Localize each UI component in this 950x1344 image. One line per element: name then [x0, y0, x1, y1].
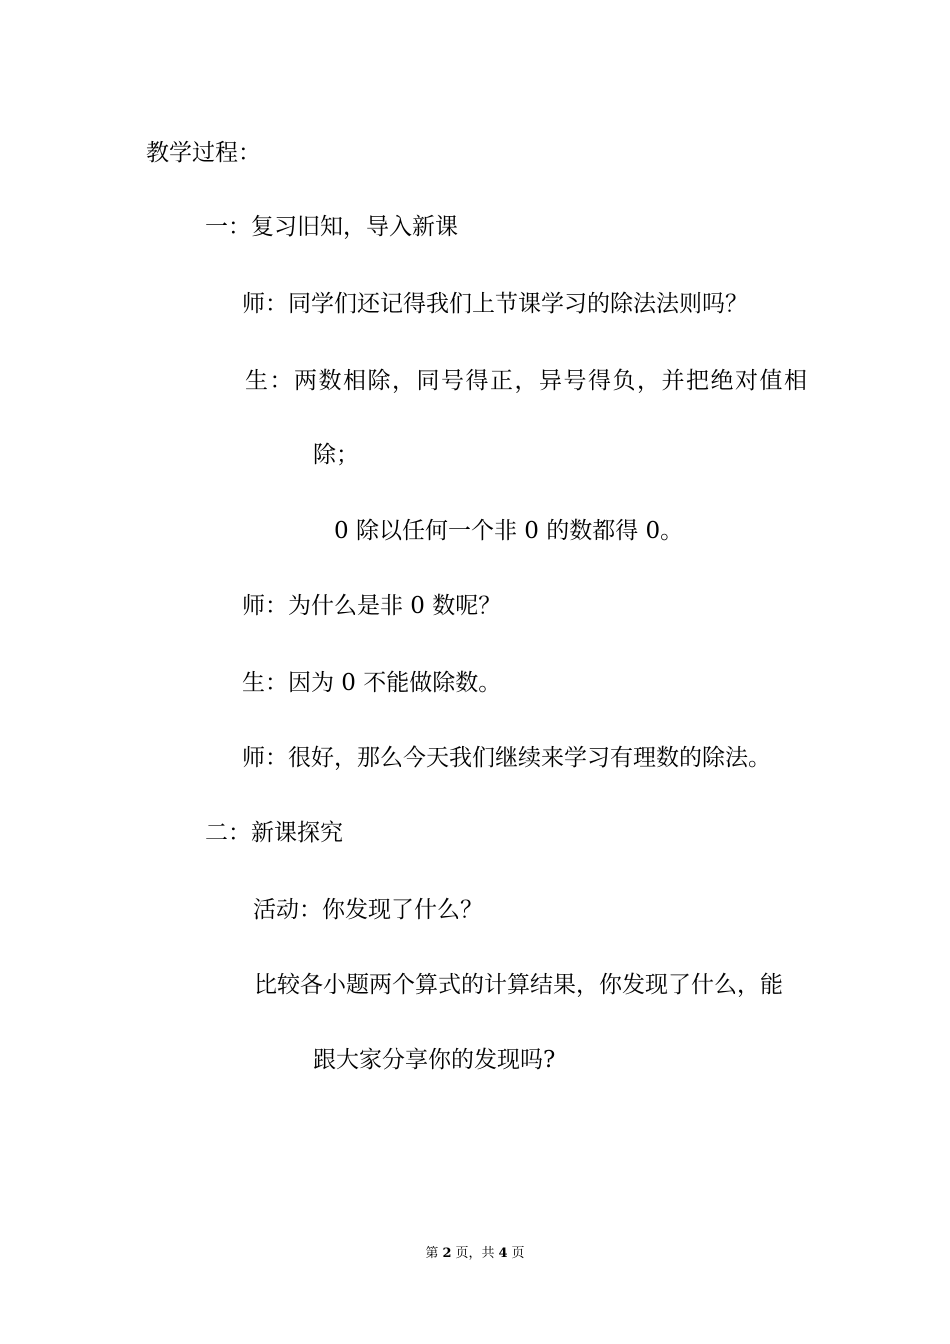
teacher-question-1: 师：同学们还记得我们上节课学习的除法法则吗？	[242, 291, 748, 317]
footer-suffix: 页	[511, 1246, 525, 1261]
activity-title: 活动：你发现了什么？	[253, 897, 483, 923]
footer-total-pages: 4	[498, 1246, 508, 1261]
process-heading: 教学过程：	[146, 140, 261, 166]
task-description-continued: 跟大家分享你的发现吗?	[313, 1047, 556, 1073]
section-1-title: 一：复习旧知，导入新课	[205, 214, 458, 240]
footer-page-number: 2	[442, 1246, 452, 1261]
footer-prefix: 第	[425, 1246, 439, 1261]
student-answer-1-continued: 除；	[313, 442, 359, 468]
page-footer	[0, 1245, 950, 1263]
teacher-question-2: 师：为什么是非 0 数呢？	[242, 593, 502, 619]
division-rule-zero: 0 除以任何一个非 0 的数都得 0。	[334, 518, 684, 544]
student-answer-1: 生：两数相除，同号得正，异号得负，并把绝对值相	[245, 368, 809, 394]
student-answer-2: 生：因为 0 不能做除数。	[242, 670, 502, 696]
task-description: 比较各小题两个算式的计算结果，你发现了什么，能	[254, 972, 783, 998]
footer-middle: 页，共	[455, 1246, 495, 1261]
section-2-title: 二：新课探究	[205, 820, 343, 846]
teacher-intro-new-lesson: 师：很好，那么今天我们继续来学习有理数的除法。	[242, 745, 771, 771]
